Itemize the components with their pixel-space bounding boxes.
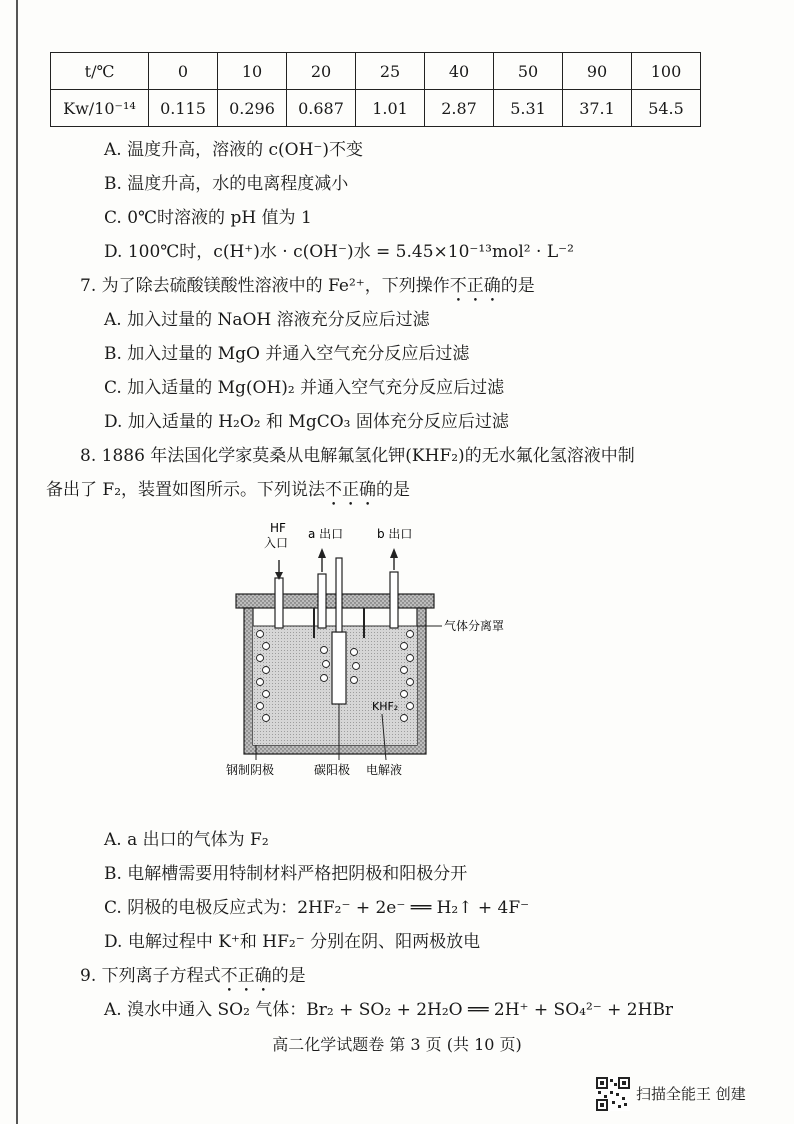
q9-stem	[80, 964, 306, 996]
page-footer: 高二化学试题卷 第 3 页 (共 10 页)	[272, 1035, 522, 1054]
q9-stem-text: 9. 下列离子方程式	[80, 966, 221, 986]
q7-emphasis: 不正确	[449, 276, 501, 296]
label-carbon-anode: 碳阳极	[314, 763, 351, 777]
table-cell: 10	[218, 53, 287, 90]
label-khf2: KHF₂	[372, 700, 399, 713]
q8-option-d: D. 电解过程中 K⁺和 HF₂⁻ 分别在阴、阳两极放电	[104, 932, 481, 952]
q8-stem-line1: 8. 1886 年法国化学家莫桑从电解氟氢化钾(KHF₂)的无水氟化氢溶液中制	[80, 446, 635, 466]
q6-option-c: C. 0℃时溶液的 pH 值为 1	[104, 208, 312, 228]
table-cell: 100	[632, 53, 701, 90]
table-row	[51, 90, 701, 127]
table-row	[51, 53, 701, 90]
outlet-a-arrow-icon	[318, 548, 326, 558]
q8-option-c: C. 阴极的电极反应式为：2HF₂⁻ + 2e⁻ ══ H₂↑ + 4F⁻	[104, 898, 530, 918]
table-cell: 90	[563, 53, 632, 90]
table-cell: 2.87	[425, 90, 494, 127]
label-electrolyte: 电解液	[366, 763, 403, 777]
table-cell: 25	[356, 53, 425, 90]
q6-option-d: D. 100℃时，c(H⁺)水 · c(OH⁻)水 = 5.45×10⁻¹³mol² · L⁻²	[104, 242, 574, 262]
q7-stem	[80, 274, 535, 306]
scanner-watermark: 扫描全能王 创建	[636, 1085, 746, 1103]
outlet-b-arrow-icon	[390, 548, 398, 558]
table-header-temperature: t/℃	[51, 53, 149, 90]
q9-stem-end: 的是	[271, 966, 306, 986]
q7-option-d: D. 加入适量的 H₂O₂ 和 MgCO₃ 固体充分反应后过滤	[104, 412, 509, 432]
q7-option-a: A. 加入过量的 NaOH 溶液充分反应后过滤	[104, 310, 430, 330]
table-cell: 50	[494, 53, 563, 90]
table-cell: 20	[287, 53, 356, 90]
anode-rod	[336, 558, 342, 632]
label-hf: HF	[270, 521, 286, 535]
q8-option-a: A. a 出口的气体为 F₂	[104, 830, 269, 850]
q8-option-b: B. 电解槽需要用特制材料严格把阴极和阳极分开	[104, 864, 468, 884]
table-cell: 0.115	[149, 90, 218, 127]
table-cell: 40	[425, 53, 494, 90]
q7-option-c: C. 加入适量的 Mg(OH)₂ 并通入空气充分反应后过滤	[104, 378, 505, 398]
binding-margin-line	[16, 0, 18, 1124]
q8-stem-end: 的是	[376, 480, 411, 500]
hf-inlet-tube	[275, 578, 283, 628]
table-cell: 1.01	[356, 90, 425, 127]
label-outlet-b: b 出口	[377, 527, 413, 541]
q7-option-b: B. 加入过量的 MgO 并通入空气充分反应后过滤	[104, 344, 470, 364]
q8-stem-text: 备出了 F₂，装置如图所示。下列说法	[46, 480, 326, 500]
label-gas-separator: 气体分离罩	[444, 619, 505, 633]
kw-temperature-table	[50, 52, 701, 127]
table-cell: 54.5	[632, 90, 701, 127]
q9-option-a: A. 溴水中通入 SO₂ 气体：Br₂ + SO₂ + 2H₂O ══ 2H⁺ + SO₄²⁻ + 2HBr	[104, 1000, 674, 1020]
label-hf-inlet: 入口	[264, 536, 289, 550]
outlet-b-tube	[390, 572, 398, 628]
table-cell: 5.31	[494, 90, 563, 127]
table-header-kw: Kw/10⁻¹⁴	[51, 90, 149, 127]
q9-emphasis: 不正确	[220, 966, 272, 986]
qr-code-icon	[596, 1077, 630, 1111]
q7-stem-text: 7. 为了除去硫酸镁酸性溶液中的 Fe²⁺，下列操作	[80, 276, 450, 296]
carbon-anode	[332, 632, 346, 704]
table-cell: 0.296	[218, 90, 287, 127]
q6-option-b: B. 温度升高，水的电离程度减小	[104, 174, 349, 194]
q8-stem-line2	[46, 478, 410, 510]
label-steel-cathode: 钢制阴极	[226, 763, 275, 777]
table-cell: 37.1	[563, 90, 632, 127]
electrolysis-apparatus-diagram	[214, 514, 554, 784]
q6-option-a: A. 温度升高，溶液的 c(OH⁻)不变	[104, 140, 364, 160]
table-cell: 0	[149, 53, 218, 90]
label-outlet-a: a 出口	[308, 527, 344, 541]
q8-emphasis: 不正确	[325, 480, 377, 500]
table-cell: 0.687	[287, 90, 356, 127]
cell-lid	[236, 594, 434, 608]
q7-stem-end: 的是	[500, 276, 535, 296]
outlet-a-tube	[318, 574, 326, 628]
